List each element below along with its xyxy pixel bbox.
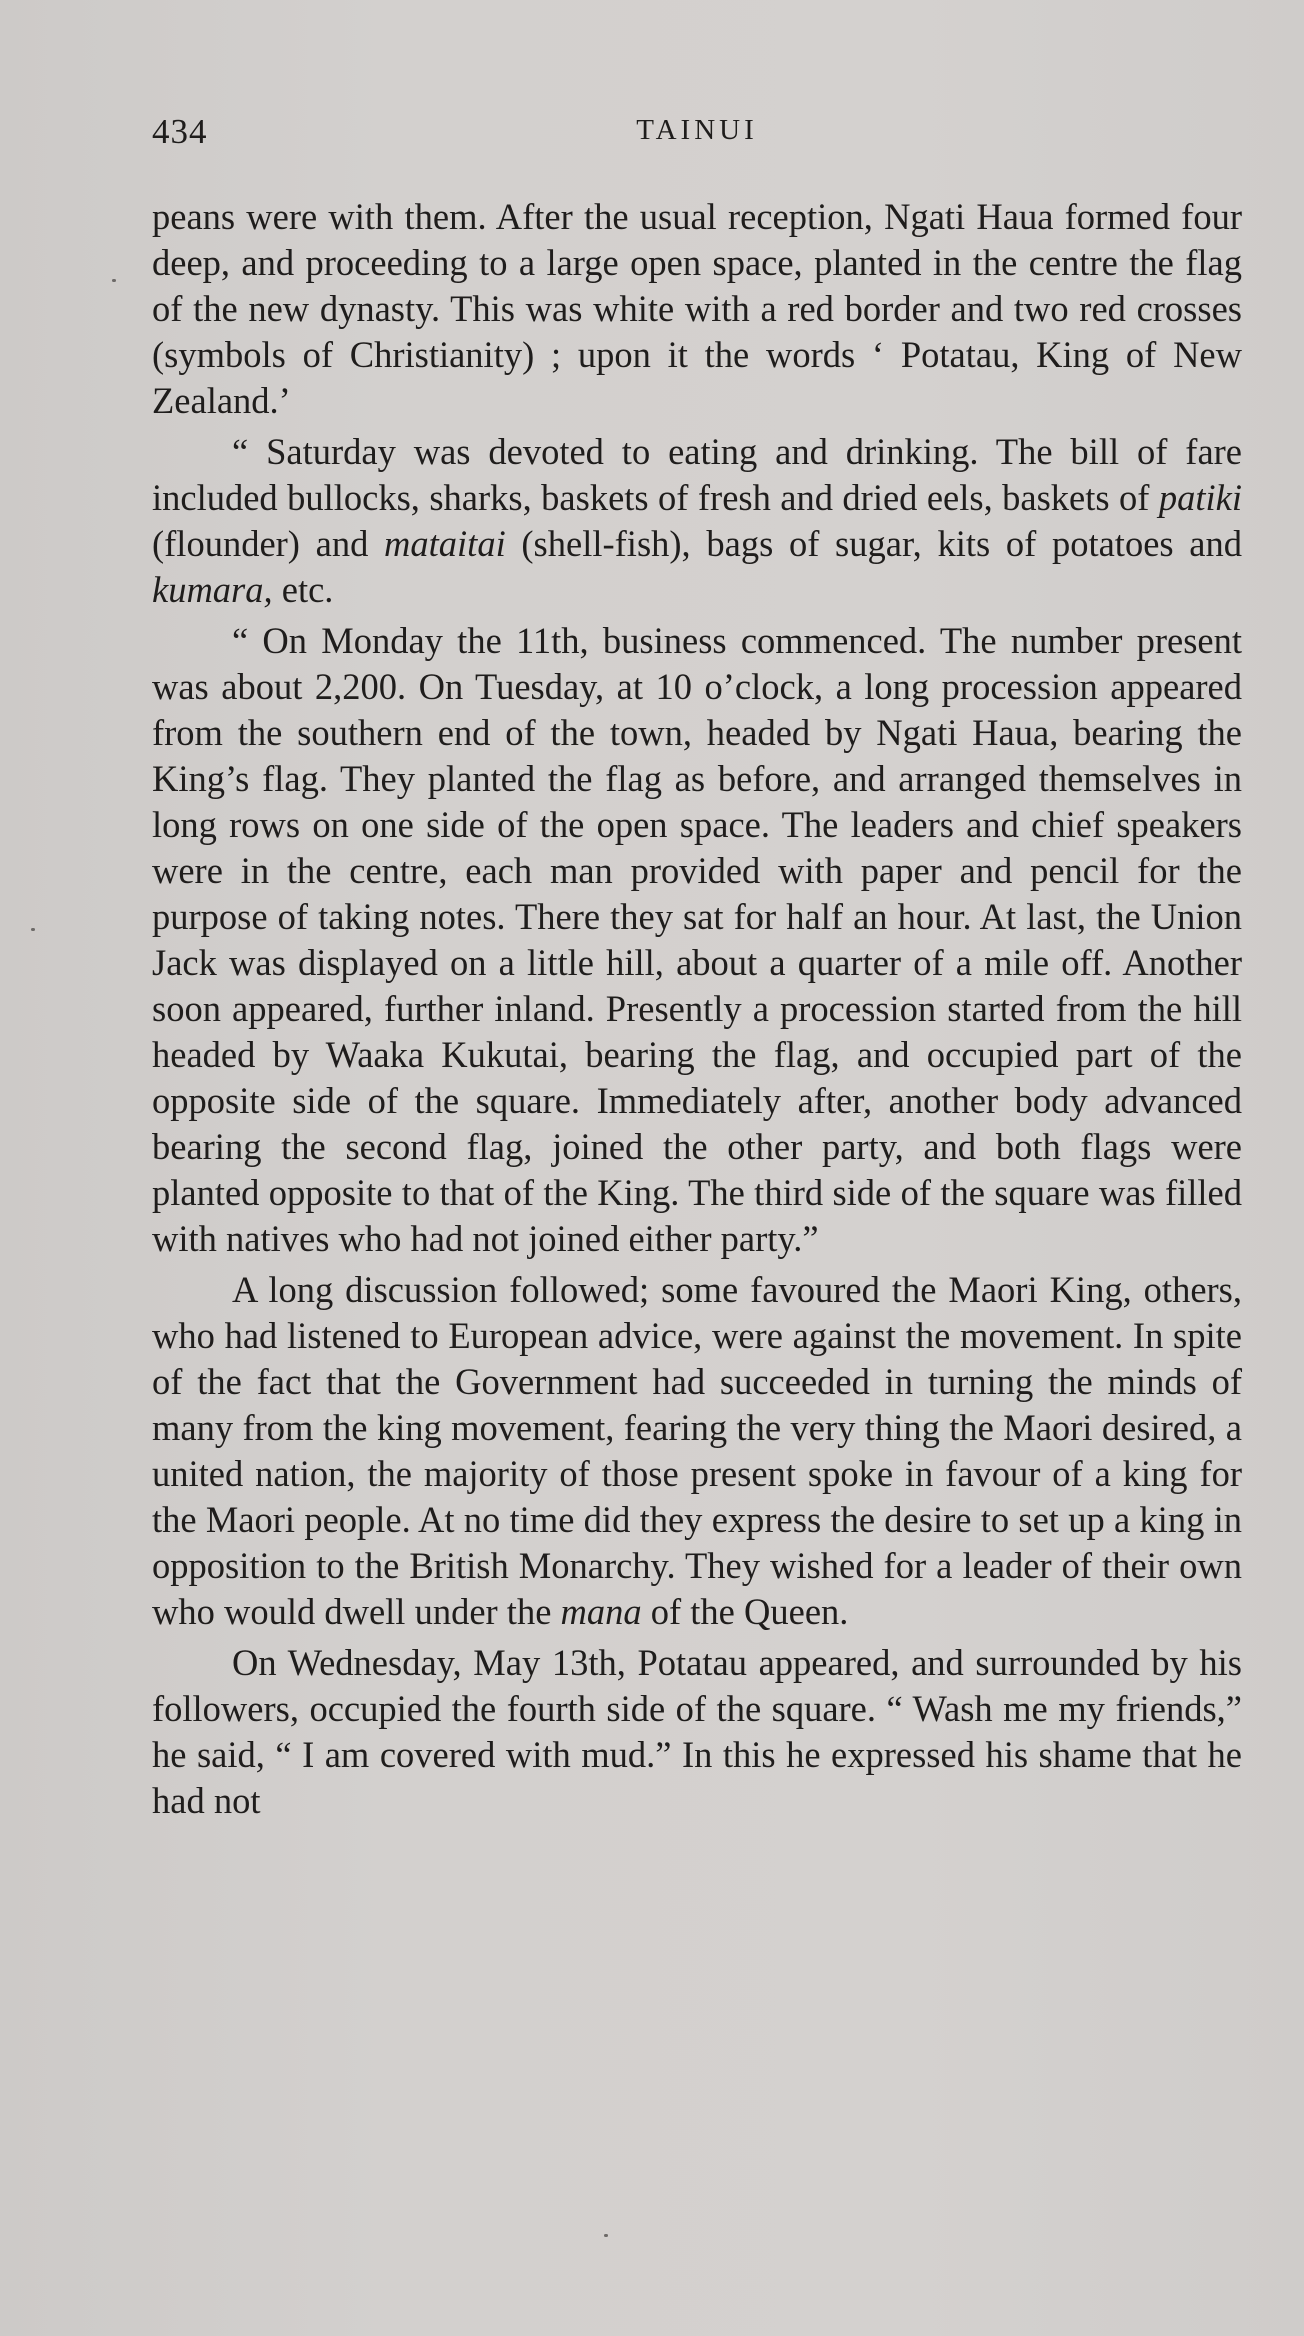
paper-speck — [604, 2234, 608, 2237]
paragraph-2 — [152, 429, 1242, 613]
italic-word-mana: mana — [560, 1591, 642, 1632]
paper-speck — [31, 928, 35, 931]
page-number: 434 — [152, 112, 208, 151]
paragraph-text: peans were with them. After the usual reception, Ngati Haua formed four deep, and proceeding to a large open space, planted in the centre the flag of the new dynasty. This was white with a red border and two red crosses (symbols of Christianity) ; upon it the words ‘ Potatau, King of New Zealand.’ — [152, 196, 1242, 421]
italic-word-kumara: kumara, — [152, 569, 273, 610]
paragraph-text: etc. — [272, 569, 334, 610]
paragraph-text: (shell-fish), bags of sugar, kits of potatoes and — [505, 523, 1242, 564]
running-title: TAINUI — [636, 114, 758, 146]
paper-speck — [112, 279, 116, 282]
paragraph-3 — [152, 618, 1242, 1262]
italic-word-mataitai: mataitai — [384, 523, 506, 564]
paragraph-text: (flounder) and — [152, 523, 385, 564]
paragraph-4 — [152, 1267, 1242, 1635]
italic-word-patiki: patiki — [1158, 477, 1242, 518]
paragraph-text: On Wednesday, May 13th, Potatau appeared, and surrounded by his followers, occupied the fourth side of the square. “ Wash me my friends,” he said, “ I am covered with mud.” In this he expressed his shame that he had not — [152, 1642, 1242, 1821]
page-header — [152, 112, 1242, 162]
paragraph-text: of the Queen. — [641, 1591, 849, 1632]
paragraph-5 — [152, 1640, 1242, 1824]
paragraph-1 — [152, 194, 1242, 424]
paragraph-text: “ Saturday was devoted to eating and drinking. The bill of fare included bullocks, sharks, baskets of fresh and dried eels, baskets of — [152, 431, 1242, 518]
paragraph-text: “ On Monday the 11th, business commenced. The number present was about 2,200. On Tuesday, at 10 o’clock, a long procession appeared from the southern end of the town, headed by Ngati Haua, bearing the King’s flag. They planted the flag as before, and arranged themselves in long rows on one side of the open space. The leaders and chief speakers were in the centre, each man provided with paper and pencil for the purpose of taking notes. There they sat for half an hour. At last, the Union Jack was displayed on a little hill, about a quarter of a mile off. Another soon appeared, further inland. Presently a procession started from the hill headed by Waaka Kukutai, bearing the flag, and occupied part of the opposite side of the square. Immediately after, another body advanced bearing the second flag, joined the other party, and both flags were planted opposite to that of the King. The third side of the square was filled with natives who had not joined either party.” — [152, 620, 1242, 1259]
body-text — [152, 194, 1242, 1829]
paragraph-text: A long discussion followed; some favoured the Maori King, others, who had listened to European advice, were against the movement. In spite of the fact that the Government had succeeded in turning the minds of many from the king movement, fearing the very thing the Maori desired, a united nation, the majority of those present spoke in favour of a king for the Maori people. At no time did they express the desire to set up a king in opposition to the British Monarchy. They wished for a leader of their own who would dwell under the — [152, 1269, 1242, 1632]
